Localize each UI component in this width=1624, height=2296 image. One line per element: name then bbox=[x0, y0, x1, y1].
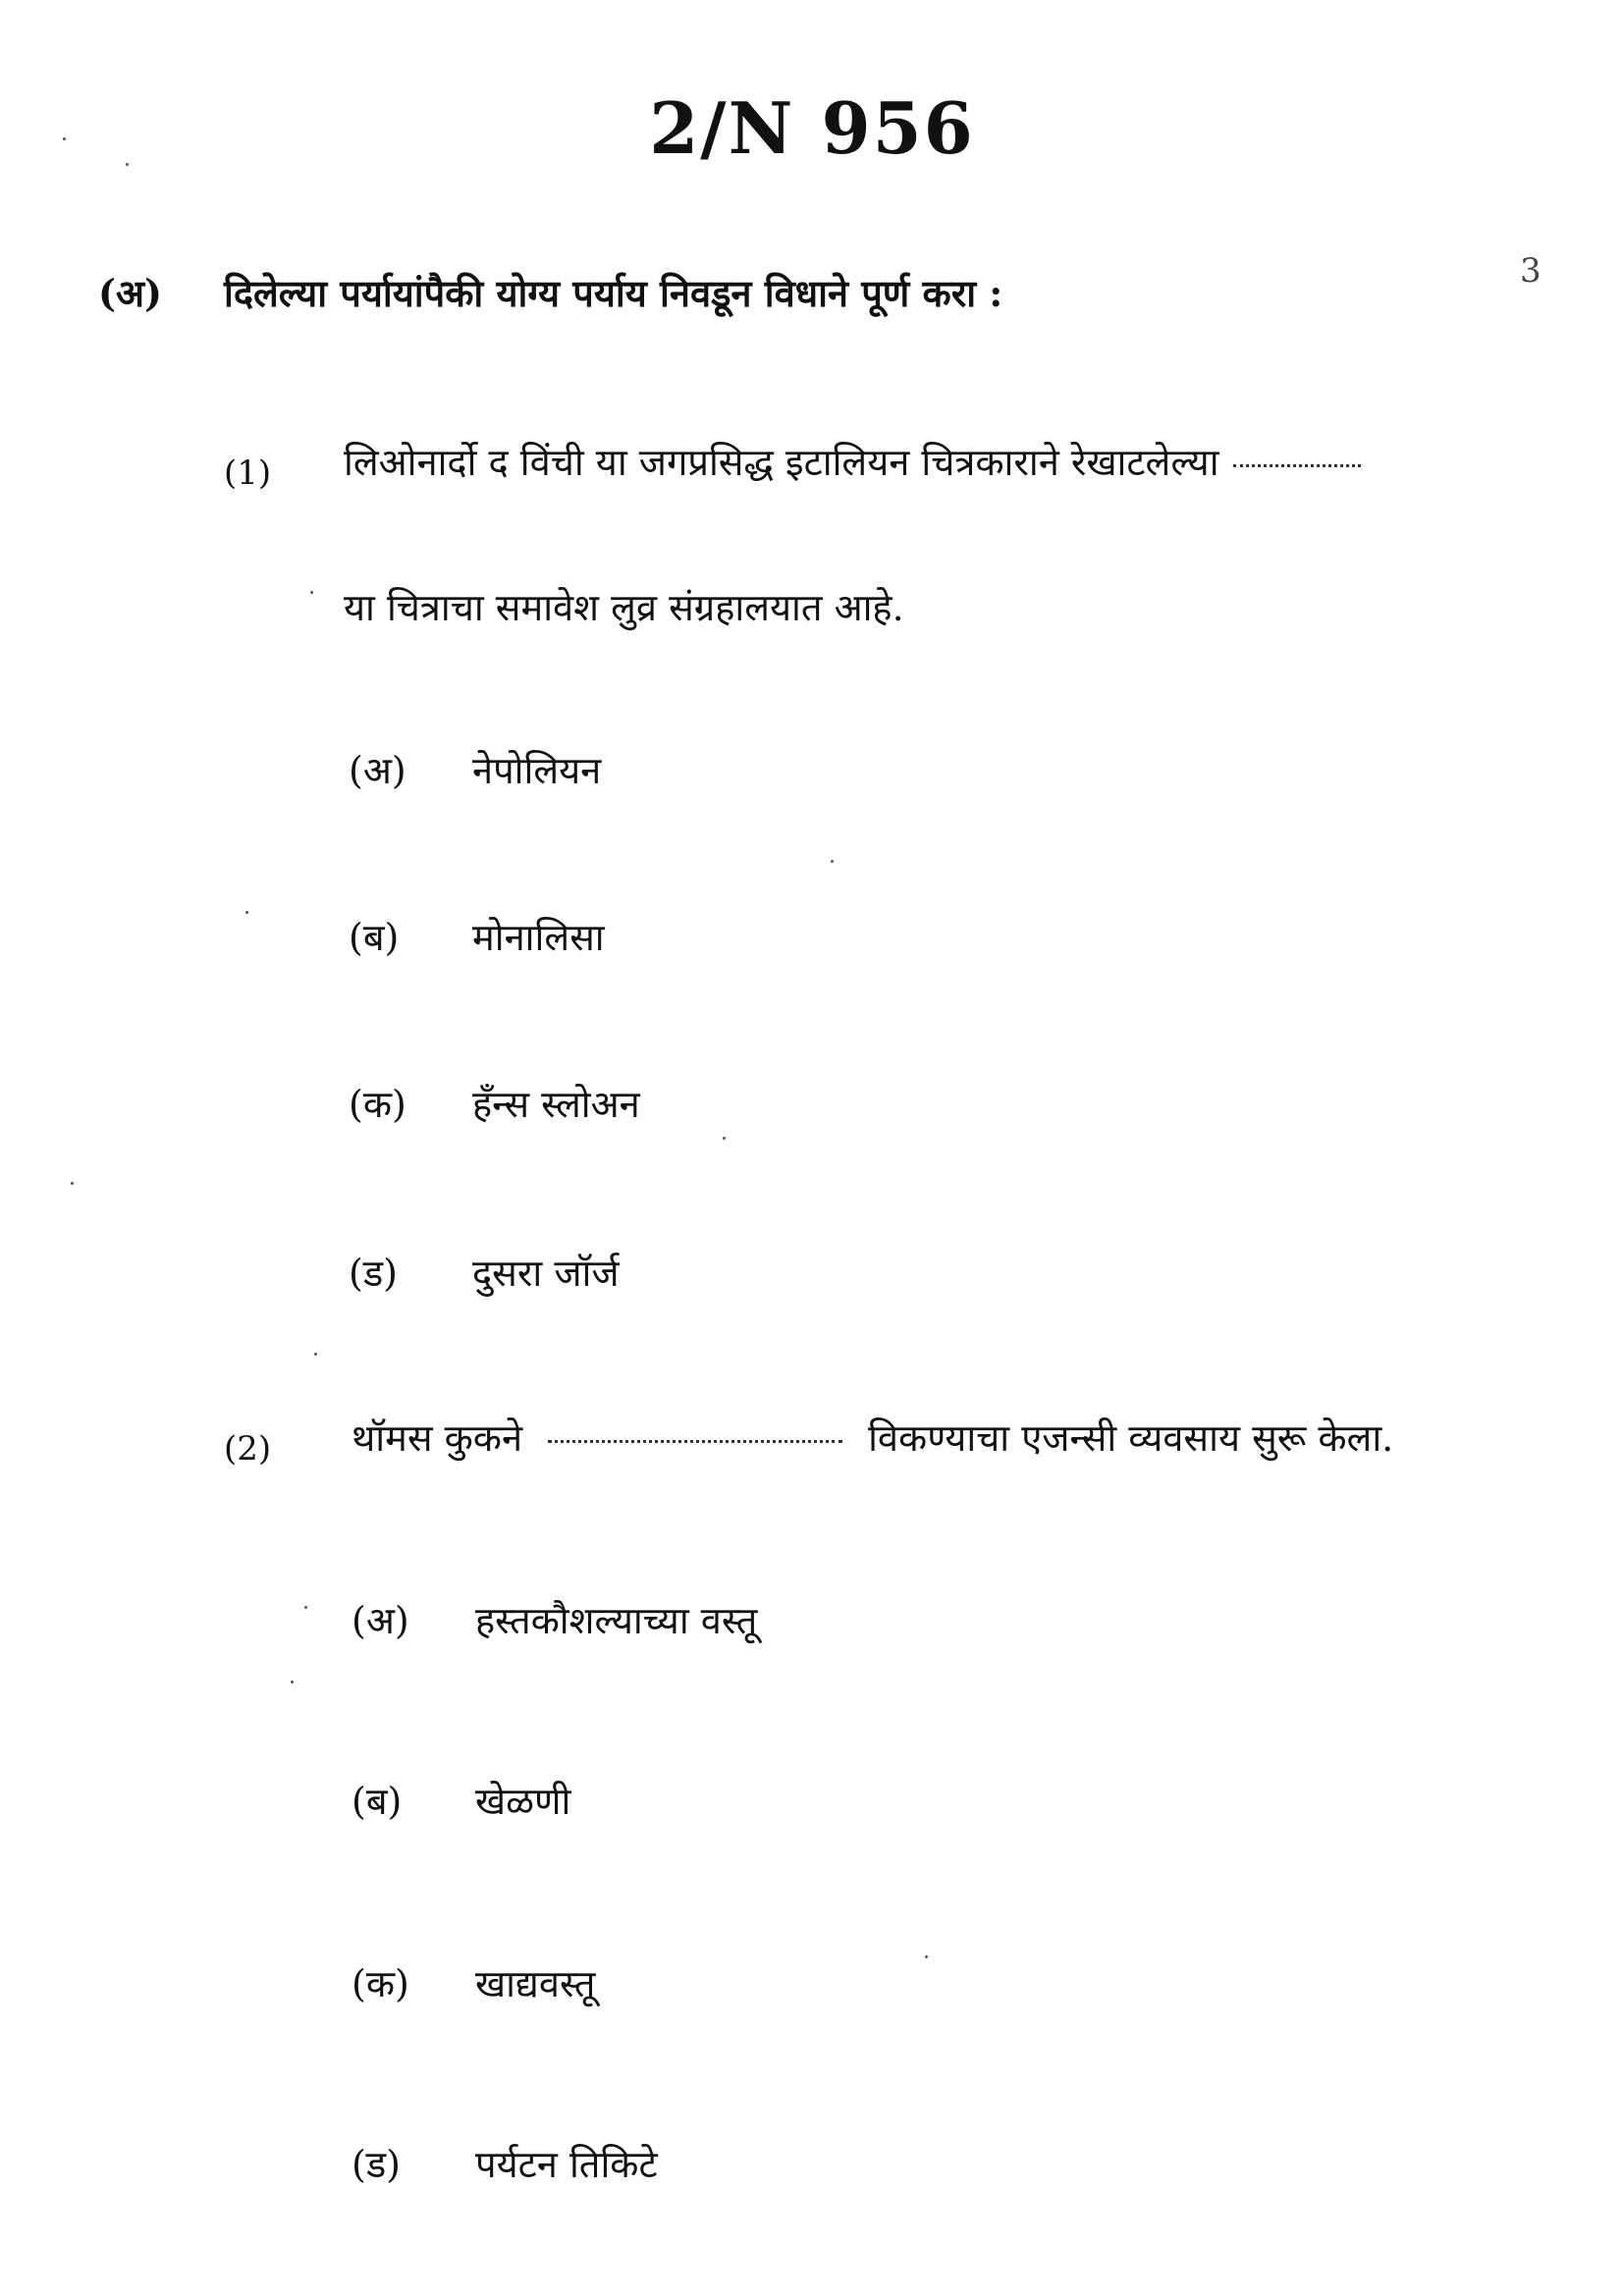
question-text-after-blank: विकण्याचा एजन्सी व्यवसाय सुरू केला. bbox=[868, 1416, 1394, 1460]
option-label: (ब) bbox=[352, 1780, 403, 1823]
option-item bbox=[349, 1078, 640, 1129]
scan-speck bbox=[126, 163, 129, 166]
scan-speck bbox=[63, 137, 66, 140]
option-item bbox=[352, 1775, 570, 1826]
question-number: (1) bbox=[224, 454, 272, 493]
option-text: दुसरा जॉर्ज bbox=[472, 1252, 620, 1295]
scan-speck bbox=[245, 911, 248, 914]
option-text: खेळणी bbox=[475, 1780, 571, 1823]
option-text: मोनालिसा bbox=[472, 916, 605, 959]
option-text: हँन्स स्लोअन bbox=[472, 1083, 640, 1126]
scan-speck bbox=[310, 591, 313, 594]
option-label: (ड) bbox=[352, 2143, 401, 2186]
question-text: लिओनार्दो द विंची या जगप्रसिद्ध इटालियन चित्रकाराने रेखाटलेल्या bbox=[344, 441, 1219, 484]
option-label: (ब) bbox=[349, 916, 400, 959]
scan-speck bbox=[925, 1955, 928, 1958]
option-text: नेपोलियन bbox=[472, 749, 602, 792]
scan-speck bbox=[314, 1353, 317, 1356]
option-text: पर्यटन तिकिटे bbox=[475, 2143, 658, 2186]
option-text: हस्तकौशल्याच्या वस्तू bbox=[475, 1599, 758, 1642]
option-item bbox=[349, 1247, 620, 1298]
option-label: (अ) bbox=[352, 1599, 409, 1642]
option-label: (ड) bbox=[349, 1252, 398, 1295]
scan-speck bbox=[291, 1681, 294, 1683]
option-item bbox=[352, 1957, 595, 2008]
scan-speck bbox=[723, 1137, 726, 1140]
section-label: (अ) bbox=[98, 271, 162, 315]
scan-speck bbox=[831, 860, 834, 863]
section-marks: 3 bbox=[1520, 251, 1542, 291]
section-heading bbox=[98, 267, 1002, 318]
question-text-before-blank: थॉमस कुकने bbox=[352, 1416, 523, 1460]
blank-line bbox=[548, 1440, 842, 1443]
option-label: (क) bbox=[349, 1083, 406, 1126]
scan-speck bbox=[71, 1182, 74, 1185]
paper-code: 2/N 956 bbox=[649, 86, 975, 170]
question-1-line-1 bbox=[344, 436, 1375, 487]
question-2-line bbox=[352, 1412, 1393, 1463]
option-text: खाद्यवस्तू bbox=[475, 1962, 596, 2005]
scan-speck bbox=[304, 1606, 307, 1609]
question-1-line-2: या चित्राचा समावेश लुव्र संग्रहालयात आहे. bbox=[344, 586, 904, 629]
option-item bbox=[352, 2138, 658, 2189]
blank-line bbox=[1233, 464, 1361, 467]
option-item bbox=[349, 911, 605, 962]
option-item bbox=[352, 1594, 757, 1645]
option-item bbox=[349, 744, 601, 795]
option-label: (अ) bbox=[349, 749, 406, 792]
option-label: (क) bbox=[352, 1962, 409, 2005]
question-number: (2) bbox=[224, 1429, 272, 1468]
section-instruction: दिलेल्या पर्यायांपैकी योग्य पर्याय निवडून विधाने पूर्ण करा : bbox=[224, 271, 1003, 315]
